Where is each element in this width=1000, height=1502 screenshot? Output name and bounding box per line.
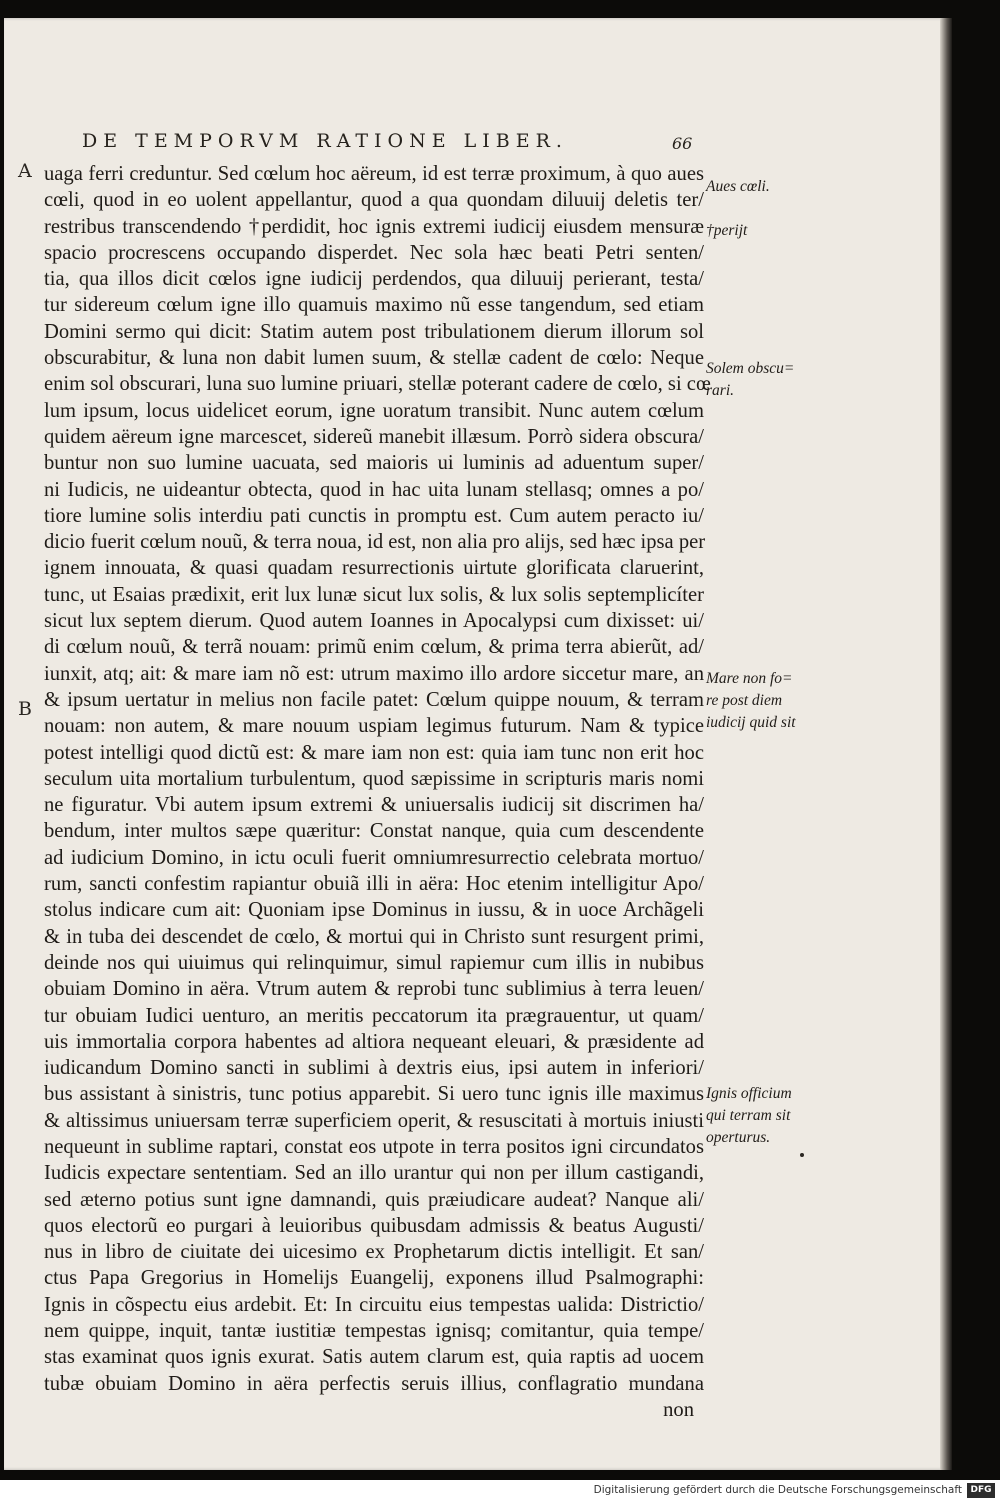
- text-line: nouam: non autem, & mare nouum uspiam legimus futurum. Nam & typice: [44, 715, 704, 738]
- margin-note-line: Mare non fo=: [706, 670, 793, 687]
- text-line: Ignis in cõspectu eius ardebit. Et: In circuitu eius tempestas ualida: Districtio/: [44, 1293, 704, 1316]
- text-line: seculum uita mortalium turbulentum, quod sæpissime in scripturis maris nomi: [44, 767, 704, 790]
- text-line: tiore lumine solis interdiu pati cunctis in promptu est. Cum autem peracto iu/: [44, 504, 704, 527]
- text-line: sed æterno potius sunt igne damnandi, quis præiudicare audeat? Nanque ali/: [44, 1188, 704, 1211]
- text-line: bus assistant à sinistris, tunc potius apparebit. Si uero tunc ignis ille maximus: [44, 1083, 704, 1106]
- margin-note-line: rari.: [706, 382, 734, 399]
- section-letter-b: B: [18, 698, 32, 720]
- text-line: uaga ferri creduntur. Sed cœlum hoc aëreum, id est terræ proximum, à quo aues: [44, 163, 704, 185]
- running-title: DE TEMPORVM RATIONE LIBER.: [82, 130, 568, 152]
- text-line: & ipsum uertatur in melius non facile patet: Cœlum quippe nouum, & terram: [44, 688, 704, 711]
- section-letter-a: A: [18, 160, 32, 182]
- margin-note-line: Solem obscu=: [706, 360, 795, 377]
- text-line: cœli, quod in eo uolent appellantur, quod a qua quondam diluuij deletis ter/: [44, 189, 704, 212]
- text-line: tunc, ut Esaias prædixit, erit lux lunæ sicut lux solis, & lux solis septemplicíter: [44, 583, 704, 606]
- text-line: ne figuratur. Vbi autem ipsum extremi & uniuersalis iudicij sit discrimen ha/: [44, 794, 704, 817]
- dfg-logo: DFG: [967, 1483, 995, 1498]
- text-line: tur sidereum cœlum igne illo quamuis maximo nũ esse tangendum, sed etiam: [44, 294, 704, 317]
- catchword: non: [663, 1398, 694, 1421]
- text-line: lum ipsum, locus uidelicet eorum, igne uoratum transibit. Nunc autem cœlum: [44, 399, 704, 422]
- margin-note-line: iudicij quid sit: [706, 714, 796, 731]
- text-line: tur obuiam Iudici uenturo, an meritis peccatorum ita prægrauentur, ut quam/: [44, 1004, 704, 1027]
- text-line: iudicandum Domino sancti in sublimi à dextris eius, ipsi autem in inferiori/: [44, 1057, 704, 1080]
- text-line: sicut lux septem dierum. Quod autem Ioannes in Apocalypsi cum dixisset: ui/: [44, 610, 704, 633]
- text-line: dicio fuerit cœlum nouũ, & terra noua, id est, non alia pro alijs, sed hæc ipsa per: [44, 531, 706, 554]
- text-line: bendum, inter multos sæpe quæritur: Constat nanque, quia cum descendente: [44, 820, 704, 843]
- text-line: stas examinat quos ignis exurat. Satis autem clarum est, quia raptis ad uocem: [44, 1346, 704, 1369]
- text-line: di cœlum nouũ, & terrã nouam: primũ enim cœlum, & prima terra abierũt, ad/: [44, 636, 704, 659]
- text-line: ignem innouata, & quasi quadam resurrectionis uirtute glorificata claruerint,: [44, 557, 704, 580]
- text-line: quos electorũ eo purgari à leuioribus quibusdam admissis & beatus Augusti/: [44, 1214, 704, 1237]
- text-line: obuiam Domino in aëra. Vtrum autem & reprobi tunc sublimius à terra leuen/: [44, 978, 704, 1001]
- text-line: quidem aëreum igne marcescet, sidereũ manebit illæsum. Porrò sidera obscura/: [44, 425, 704, 448]
- margin-note-line: qui terram sit: [706, 1107, 791, 1124]
- text-line: Iudicis expectare sententiam. Sed an illo urantur qui non per illum castigandi,: [44, 1162, 704, 1185]
- text-line: iunxit, atq; ait: & mare iam nõ est: utrum maximo illo ardore siccetur mare, an: [44, 662, 704, 685]
- text-line: & altissimus uniuersam terræ superficiem operit, & resuscitati à mortuis iniusti: [44, 1109, 704, 1132]
- margin-note-ignis: [706, 1083, 816, 1149]
- text-line: Domini sermo qui dicit: Statim autem post tribulationem dierum illorum sol: [44, 320, 704, 343]
- body-text: [44, 161, 711, 1423]
- text-line: stolus indicare cum ait: Quoniam ipse Dominus in iussu, & in uoce Archãgeli: [44, 899, 704, 922]
- text-line: spacio procrescens occupando disperdet. Nec sola hæc beati Petri senten/: [44, 241, 704, 264]
- text-line: uis immortalia corpora habentes ad altiora nequeant eleuari, & præsidente ad: [44, 1030, 704, 1053]
- text-line: buntur non suo lumine uacuata, sed maioris ui luminis ad aduentum super/: [44, 452, 704, 475]
- running-header: [82, 130, 702, 160]
- text-line: nus in libro de ciuitate dei uicesimo ex Prophetarum dictis intelligit. Et san/: [44, 1241, 704, 1264]
- margin-note-line: †perijt: [706, 222, 748, 239]
- text-line: deinde nos qui uiuimus qui relinquimur, simul rapiemur cum illis in nubibus: [44, 951, 704, 974]
- text-line: potest intelligi quod dictũ est: & mare iam non est: quia iam tunc non erit hoc: [44, 741, 704, 764]
- text-line: ad iudicium Domino, in ictu oculi fuerit omniumresurrectio celebrata mortuo/: [44, 846, 704, 869]
- text-line: ctus Papa Gregorius in Homelijs Euangelij, exponens illud Psalmographi:: [44, 1267, 704, 1290]
- margin-note-line: re post diem: [706, 692, 783, 709]
- text-line: rum, sancti confestim rapiantur obuiã illi in aëra: Hoc etenim intelligitur Apo/: [44, 873, 704, 896]
- ink-speck: [800, 1153, 804, 1157]
- margin-note-solem: [706, 358, 816, 402]
- margin-note-perijt: [706, 220, 816, 242]
- footer-text: Digitalisierung gefördert durch die Deutsche Forschungsgemeinschaft: [593, 1484, 962, 1496]
- text-line: tia, qua illos dicit cœlos igne iudicij perdendos, qua diluuij perierant, testa/: [44, 268, 704, 291]
- margin-note-line: operturus.: [706, 1129, 771, 1146]
- text-line: enim sol obscurari, luna suo lumine priuari, stellæ poterant cadere de cœlo, si cœ: [44, 373, 711, 396]
- margin-note-mare: [706, 668, 816, 734]
- text-line: restribus transcendendo †perdidit, hoc ignis extremi iudicij eiusdem mensuræ: [44, 215, 704, 238]
- text-line: nequeunt in sublime raptari, constat eos utpote in terra positos igni circundatos: [44, 1135, 704, 1158]
- text-line: & in tuba dei descendet de cœlo, & mortui qui in Christo sunt resurgent primi,: [44, 925, 704, 948]
- margin-note-line: Aues cœli.: [706, 178, 770, 195]
- folio-number: 66: [672, 134, 693, 153]
- margin-note-line: Ignis officium: [706, 1085, 792, 1102]
- text-line: nem quippe, inquit, tantæ iustitiæ tempestas ignisq; comitantur, quia tempe/: [44, 1320, 704, 1343]
- text-line: ni Iudicis, ne uideantur obtecta, quod in hac uita lunam stellasq; omnes a po/: [44, 478, 704, 501]
- text-line: tubæ obuiam Domino in aëra perfectis seruis illius, conflagratio mundana: [44, 1372, 704, 1395]
- margin-note-aues-coeli: [706, 176, 816, 198]
- footer-bar: [0, 1480, 1000, 1502]
- page-edge: [940, 18, 952, 1470]
- text-line: obscurabitur, & luna non dabit lumen suum, & stellæ cadent de cœlo: Neque: [44, 347, 704, 370]
